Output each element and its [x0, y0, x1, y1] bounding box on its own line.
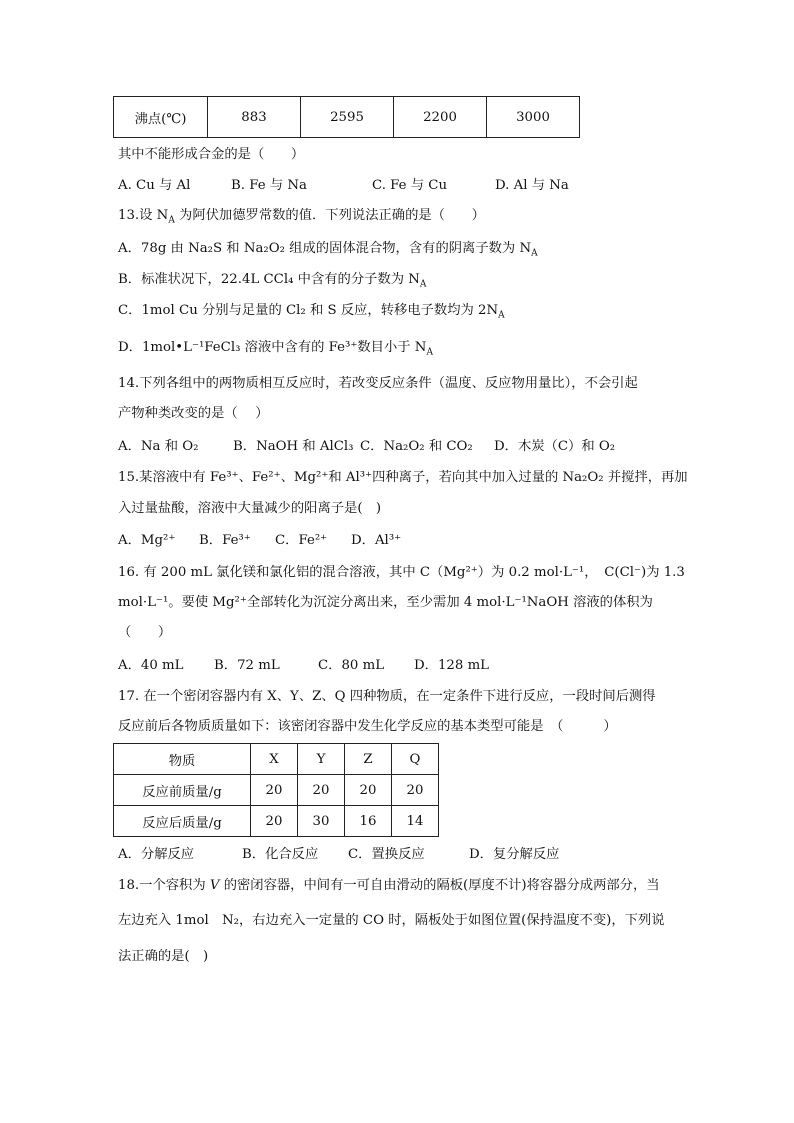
boiling-point-table	[113, 96, 580, 138]
q13-option-c: C．1mol Cu 分别与足量的 Cl₂ 和 S 反应，转移电子数均为 $2N_A$	[118, 303, 505, 321]
table-cell: 16	[345, 806, 392, 837]
q16-option-b: B．72 mL	[214, 658, 280, 673]
table-row	[114, 97, 580, 138]
q16-option-d: D．128 mL	[414, 658, 490, 673]
q16-stem-line2: mol·L⁻¹。要使 Mg²⁺全部转化为沉淀分离出来，至少需加 4 mol·L⁻¹NaOH 溶液的体积为	[118, 595, 653, 610]
table-cell: 反应后质量/g	[114, 806, 251, 837]
table-cell: 30	[298, 806, 345, 837]
table-cell: 14	[392, 806, 439, 837]
q17-option-a: A．分解反应	[118, 847, 195, 862]
q16-stem-line1: 16. 有 200 mL 氯化镁和氯化铝的混合溶液，其中 C（Mg²⁺）为 0.2 mol·L⁻¹， C(Cl⁻)为 1.3	[118, 565, 685, 580]
q17-option-b: B．化合反应	[242, 847, 319, 862]
q17-stem-line1: 17. 在一个密闭容器内有 X、Y、Z、Q 四种物质，在一定条件下进行反应，一段时间后测得	[118, 689, 656, 704]
table-header-cell: Z	[345, 744, 392, 775]
q17-option-d: D．复分解反应	[469, 847, 560, 862]
q18-stem-line1: 18.一个容积为 V 的密闭容器，中间有一可自由滑动的隔板(厚度不计)将容器分成两部分，当	[118, 878, 660, 893]
q14-option-c: C．Na₂O₂ 和 CO₂	[360, 439, 473, 454]
q15-option-b: B．Fe³⁺	[199, 533, 251, 548]
q17-stem-line2: 反应前后各物质质量如下：该密闭容器中发生化学反应的基本类型可能是 （ ）	[118, 719, 617, 734]
q12-option-c: C. Fe 与 Cu	[372, 178, 448, 193]
q14-option-a: A．Na 和 O₂	[118, 439, 199, 454]
q18-stem-line3: 法正确的是( )	[118, 949, 209, 964]
q18-stem-line2: 左边充入 1mol N₂，右边充入一定量的 CO 时，隔板处于如图位置(保持温度不变)，下列说	[118, 913, 665, 928]
table-row	[114, 775, 439, 806]
table-cell: 2200	[394, 97, 487, 138]
q13-stem: 13.设 $N_A$ 为阿伏加德罗常数的值．下列说法正确的是（ ）	[118, 208, 485, 226]
q16-option-c: C．80 mL	[318, 658, 385, 673]
q14-option-d: D．木炭（C）和 O₂	[494, 439, 616, 454]
table-header-cell: X	[251, 744, 298, 775]
q12-stem: 其中不能形成合金的是（ ）	[118, 147, 305, 162]
table-header-cell: Q	[392, 744, 439, 775]
table-header-row	[114, 744, 439, 775]
table-cell: 20	[392, 775, 439, 806]
q12-option-a: A. Cu 与 Al	[118, 178, 191, 193]
q17-option-c: C．置换反应	[348, 847, 425, 862]
table-cell: 20	[298, 775, 345, 806]
table-cell: 20	[251, 775, 298, 806]
table-row	[114, 806, 439, 837]
boiling-label-cell: 沸点(℃)	[114, 97, 208, 138]
q15-stem-line1: 15.某溶液中有 Fe³⁺、Fe²⁺、Mg²⁺和 Al³⁺四种离子，若向其中加入过量的 Na₂O₂ 并搅拌，再加	[118, 470, 688, 485]
q12-option-b: B. Fe 与 Na	[231, 178, 307, 193]
table-cell: 2595	[301, 97, 394, 138]
q12-option-d: D. Al 与 Na	[495, 178, 569, 193]
mass-table	[113, 743, 439, 837]
table-cell: 3000	[487, 97, 580, 138]
table-header-cell: Y	[298, 744, 345, 775]
table-cell: 883	[208, 97, 301, 138]
table-cell: 反应前质量/g	[114, 775, 251, 806]
table-cell: 20	[251, 806, 298, 837]
q15-stem-line2: 入过量盐酸，溶液中大量减少的阳离子是( )	[118, 501, 382, 516]
q16-option-a: A．40 mL	[118, 658, 184, 673]
table-header-cell: 物质	[114, 744, 251, 775]
q16-stem-line3: （ ）	[118, 625, 172, 640]
table-cell: 20	[345, 775, 392, 806]
q15-option-a: A．Mg²⁺	[118, 533, 176, 548]
q14-stem-line2: 产物种类改变的是（ ）	[118, 406, 269, 421]
q13-option-b: B．标准状况下，22.4L CCl₄ 中含有的分子数为 $N_A$	[118, 272, 427, 290]
q14-option-b: B．NaOH 和 AlCl₃	[233, 439, 354, 454]
q13-option-d: D．1mol•L⁻¹FeCl₃ 溶液中含有的 Fe³⁺数目小于 $N_A$	[118, 340, 433, 358]
q14-stem-line1: 14.下列各组中的两物质相互反应时，若改变反应条件（温度、反应物用量比），不会引起	[118, 376, 638, 391]
q13-option-a: A．78g 由 Na₂S 和 Na₂O₂ 组成的固体混合物，含有的阴离子数为 $N_A$	[118, 241, 538, 259]
q15-option-d: D．Al³⁺	[351, 533, 402, 548]
q15-option-c: C．Fe²⁺	[275, 533, 328, 548]
